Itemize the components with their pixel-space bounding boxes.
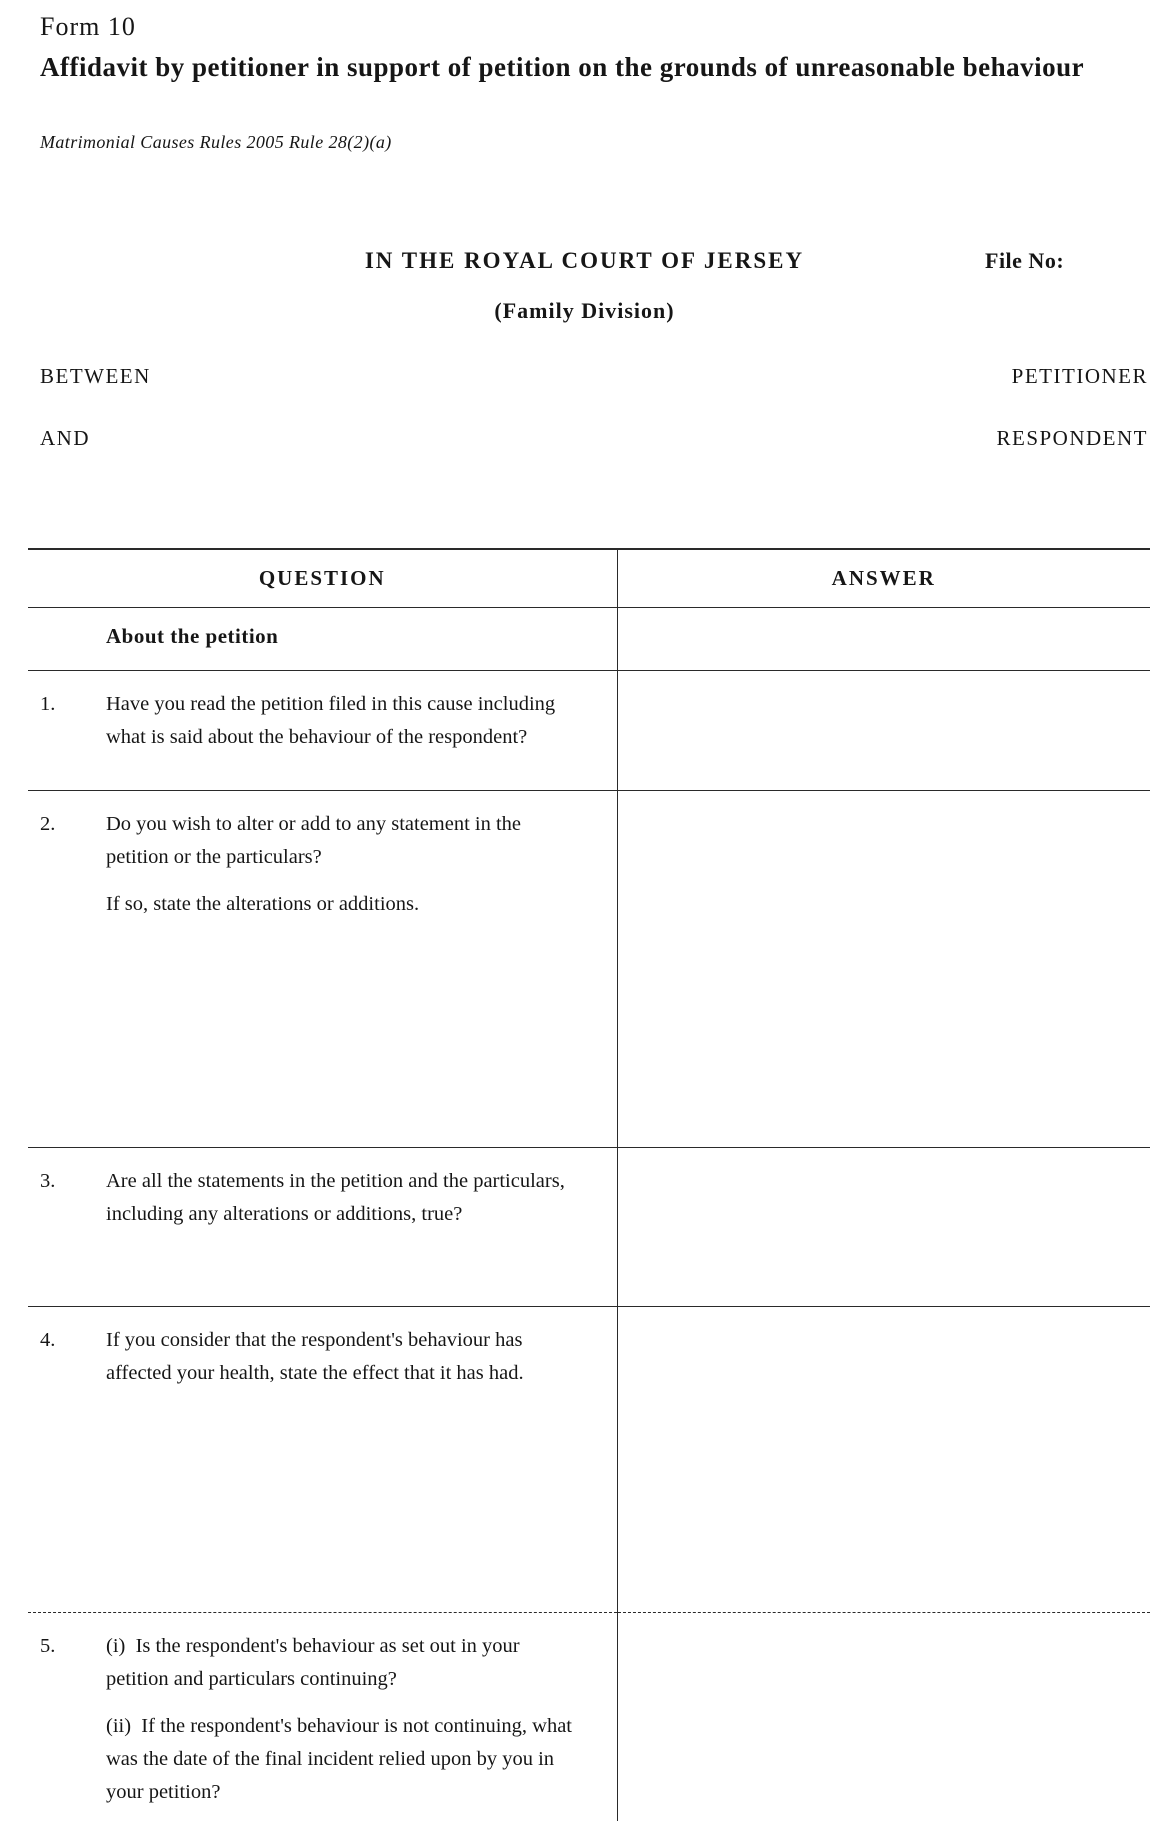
- family-division-label: (Family Division): [494, 298, 675, 323]
- question-paragraph: If so, state the alterations or additions.: [106, 893, 420, 915]
- court-name: IN THE ROYAL COURT OF JERSEY: [364, 248, 805, 273]
- section-heading: About the petition: [106, 624, 279, 648]
- question-paragraph: (ii) If the respondent's behaviour is not continuing, what was the date of the final incident relied upon by you in your petition?: [106, 1715, 578, 1803]
- question-paragraph: Have you read the petition filed in this cause including what is said about the behaviour of the respondent?: [106, 693, 561, 748]
- question-cell: [28, 1148, 617, 1307]
- table-row: [28, 1613, 1150, 1821]
- between-row: [40, 364, 1148, 389]
- between-label: BETWEEN: [40, 364, 151, 388]
- question-number: 4.: [40, 1329, 56, 1351]
- question-number: 3.: [40, 1170, 56, 1192]
- question-text: [106, 688, 580, 768]
- question-number: 1.: [40, 693, 56, 715]
- question-paragraph: If you consider that the respondent's behaviour has affected your health, state the effect that it has had.: [106, 1329, 528, 1384]
- answer-cell: [617, 671, 1150, 791]
- question-cell: [28, 791, 617, 1148]
- table-row: [28, 791, 1150, 1148]
- question-text: [106, 1630, 580, 1821]
- table-row: [28, 1307, 1150, 1613]
- answer-cell: [617, 1613, 1150, 1821]
- answer-cell: [617, 1148, 1150, 1307]
- and-label: AND: [40, 426, 90, 450]
- answer-column-header: ANSWER: [617, 549, 1150, 608]
- respondent-label: RESPONDENT: [996, 426, 1148, 450]
- question-cell: [28, 1307, 617, 1613]
- rule-reference: Matrimonial Causes Rules 2005 Rule 28(2)(a): [40, 132, 392, 152]
- form-number: Form 10: [40, 12, 136, 41]
- court-heading-row: [0, 248, 1169, 274]
- question-paragraph: (i) Is the respondent's behaviour as set out in your petition and particulars continuing?: [106, 1635, 525, 1690]
- table-row: [28, 671, 1150, 791]
- answer-cell: [617, 608, 1150, 671]
- question-number: 5.: [40, 1635, 56, 1657]
- form-title: Affidavit by petitioner in support of petition on the grounds of unreasonable behaviour: [40, 52, 1085, 82]
- table-header-row: [28, 549, 1150, 608]
- question-text: [106, 808, 580, 935]
- answer-cell: [617, 791, 1150, 1148]
- section-heading-cell: [28, 608, 617, 671]
- petitioner-label: PETITIONER: [1011, 364, 1148, 388]
- file-no-label: File No:: [985, 248, 1065, 273]
- section-heading-row: [28, 608, 1150, 671]
- question-column-header: QUESTION: [28, 549, 617, 608]
- question-cell: [28, 671, 617, 791]
- table-row: [28, 1148, 1150, 1307]
- question-paragraph: Are all the statements in the petition and the particulars, including any alterations or additions, true?: [106, 1170, 570, 1225]
- question-answer-table: [28, 548, 1150, 1821]
- question-paragraph: Do you wish to alter or add to any statement in the petition or the particulars?: [106, 813, 527, 868]
- question-text: [106, 1324, 580, 1404]
- and-row: [40, 426, 1148, 451]
- question-cell: [28, 1613, 617, 1821]
- question-text: [106, 1165, 580, 1245]
- answer-cell: [617, 1307, 1150, 1613]
- question-number: 2.: [40, 813, 56, 835]
